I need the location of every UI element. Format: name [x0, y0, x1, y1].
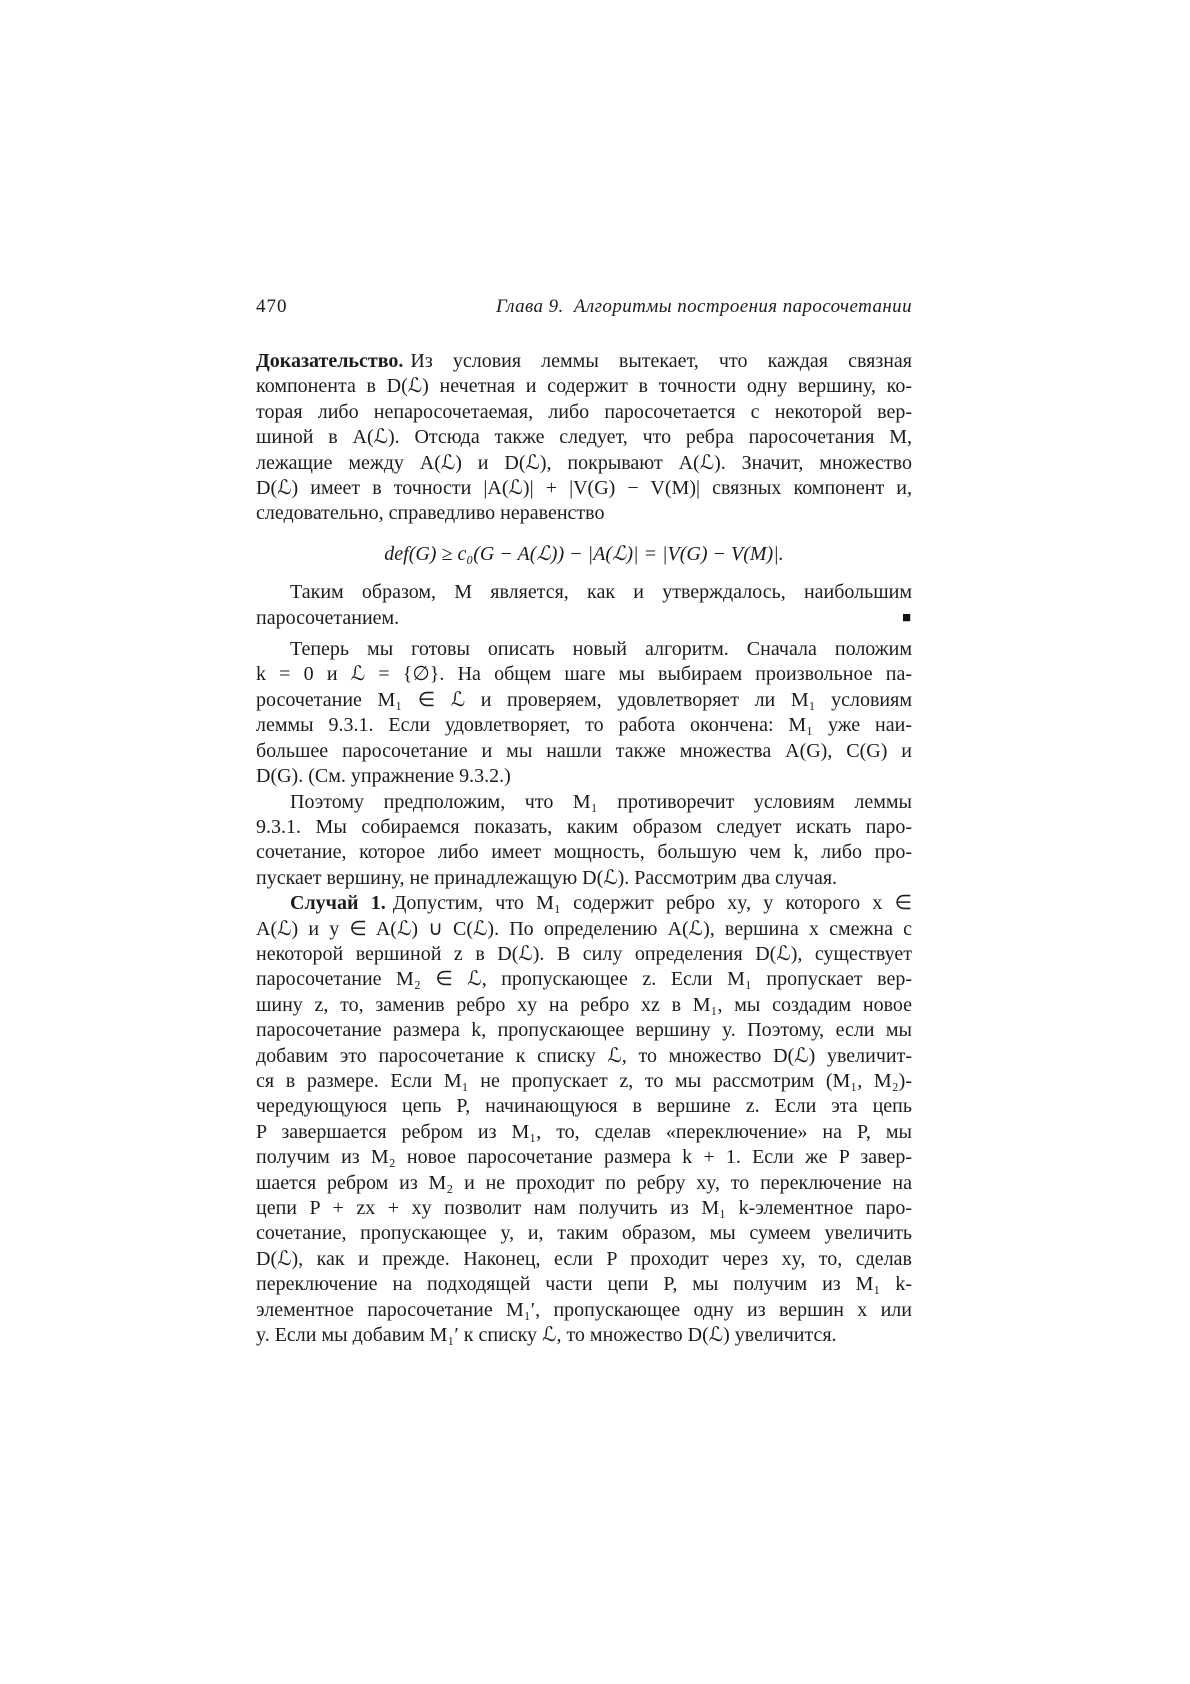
chapter-title: Глава 9. Алгоритмы построения паросочетании — [496, 296, 912, 317]
text-line: шиной в A(ℒ). Отсюда также следует, что ребра паросочетания M, — [256, 426, 912, 449]
text-line: Поэтому предположим, что M₁ противоречит условиям леммы — [290, 790, 912, 813]
text-line: чередующуюся цепь P, начинающуюся в вершине z. Если эта цепь — [256, 1095, 912, 1118]
text-line — [256, 891, 912, 916]
text-line: A(ℒ) и y ∈ A(ℒ) ∪ C(ℒ). По определению A(ℒ), вершина x смежна с — [256, 917, 912, 940]
case1-paragraph — [256, 891, 912, 1348]
text-line: цепи P + zx + xy позволит нам получить из M₁ k-элементное паро- — [256, 1197, 912, 1219]
text-line: пускает вершину, не принадлежащую D(ℒ). Рассмотрим два случая. — [256, 866, 838, 889]
text-line: P завершается ребром из M₁, то, сделав «переключение» на P, мы — [256, 1120, 912, 1143]
text-line: D(G). (См. упражнение 9.3.2.) — [256, 765, 511, 788]
text-line: ся в размере. Если M₁ не пропускает z, то мы рассмотрим (M₁, M₂)- — [256, 1069, 912, 1092]
paragraph-lead: Случай 1. — [290, 892, 386, 915]
text-line: шается ребром из M₂ и не проходит по ребру xy, то переключение на — [256, 1171, 912, 1194]
text-line: паросочетанием. — [256, 606, 400, 629]
text-line: k = 0 и ℒ = {∅}. На общем шаге мы выбираем произвольное па- — [256, 663, 912, 686]
text-line: компонента в D(ℒ) нечетная и содержит в точности одну вершину, ко- — [256, 375, 912, 398]
text-line: некоторой вершиной z в D(ℒ). В силу определения D(ℒ), существует — [256, 942, 912, 965]
text-line: Теперь мы готовы описать новый алгоритм. Сначала положим — [290, 638, 912, 661]
text-line — [256, 606, 912, 631]
proof-paragraph — [256, 349, 912, 527]
display-formula: def(G) ≥ c₀(G − A(ℒ)) − |A(ℒ)| = |V(G) − V(M)|. — [384, 542, 784, 565]
text-column — [256, 349, 912, 1348]
text-line: паросочетание M₂ ∈ ℒ, пропускающее z. Если M₁ пропускает вер- — [256, 968, 912, 991]
algorithm-paragraph — [256, 637, 912, 789]
conclusion-paragraph — [256, 580, 912, 631]
text-line: сочетание, которое либо имеет мощность, большую чем k, либо про- — [256, 841, 912, 864]
text-line: переключение на подходящей части цепи P, мы получим из M₁ k- — [256, 1273, 912, 1296]
text-line: лежащие между A(ℒ) и D(ℒ), покрывают A(ℒ). Значит, множество — [256, 451, 912, 474]
text-line: 9.3.1. Мы собираемся показать, каким образом следует искать паро- — [256, 815, 912, 838]
text-line: y. Если мы добавим M₁′ к списку ℒ, то множество D(ℒ) увеличится. — [256, 1324, 837, 1347]
text-line: следовательно, справедливо неравенство — [256, 502, 605, 525]
text-line: росочетание M₁ ∈ ℒ и проверяем, удовлетворяет ли M₁ условиям — [256, 688, 912, 711]
text-line: получим из M₂ новое паросочетание размера k + 1. Если же P завер- — [256, 1146, 912, 1169]
text-line: Допустим, что M₁ содержит ребро xy, у которого x ∈ — [392, 892, 912, 915]
text-line: леммы 9.3.1. Если удовлетворяет, то работа окончена: M₁ уже наи- — [256, 714, 912, 737]
paragraph-lead: Доказательство. — [256, 350, 404, 372]
text-line — [256, 349, 912, 374]
text-line: D(ℒ), как и прежде. Наконец, если P проходит через xy, то, сделав — [256, 1247, 912, 1270]
text-line: элементное паросочетание M₁′, пропускающее одну из вершин x или — [256, 1298, 912, 1321]
text-line: D(ℒ) имеет в точности |A(ℒ)| + |V(G) − V(M)| связных компонент и, — [256, 477, 912, 500]
page-number: 470 — [256, 296, 288, 317]
text-line: Из условия леммы вытекает, что каждая связная — [410, 350, 912, 372]
text-line: сочетание, пропускающее y, и, таким образом, мы сумеем увеличить — [256, 1222, 912, 1245]
running-header — [256, 296, 912, 318]
text-line: добавим это паросочетание к списку ℒ, то множество D(ℒ) увеличит- — [256, 1044, 912, 1067]
text-line: торая либо непаросочетаемая, либо паросочетается с некоторой вер- — [256, 400, 912, 423]
text-line: Таким образом, M является, как и утверждалось, наибольшим — [290, 581, 912, 604]
qed-square-icon: ■ — [901, 609, 911, 626]
text-line: большее паросочетание и мы нашли также множества A(G), C(G) и — [256, 739, 912, 762]
assumption-paragraph — [256, 790, 912, 892]
text-line: шину z, то, заменив ребро xy на ребро xz в M₁, мы создадим новое — [256, 993, 912, 1016]
text-line: паросочетание размера k, пропускающее вершину y. Поэтому, если мы — [256, 1019, 912, 1042]
